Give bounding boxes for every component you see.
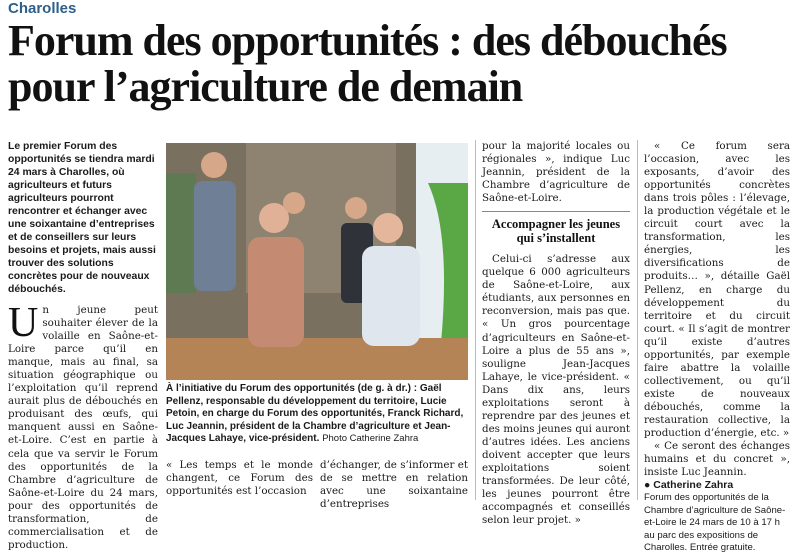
column-5 — [644, 140, 790, 555]
column-3-text — [320, 459, 468, 511]
body-paragraph-5: Celui-ci s’adresse aux quelque 6 000 agriculteurs de Saône-et-Loire, aux étudiants, aux personnes en reconversion, mais pas que. « Un gros pourcentage d’agriculteurs en Saône-et-Loire a plus de 55 ans », souligne Jean-Jacques Lahaye, le vice-président. « Dans dix ans, leurs exploitations seront à reprendre par des jeunes et des moins jeunes qui auront d’autres idées. Les anciens doivent accepter que leurs exploitations soient transformées. De leur côté, les jeunes pourront être accompagnés et conseillés selon leur projet. » — [482, 253, 630, 527]
column-4 — [482, 140, 630, 527]
caption-text: À l’initiative du Forum des opportunités (de g. à dr.) : Gaël Pellenz, responsable du développement du territoire, Lucie Petoin, en charge du Forum des opportunités, Franck Richard, Luc Jeannin, président de la Chambre d’agriculture et Jean-Jacques Lahaye, vice-président. — [166, 383, 464, 445]
chapo: Le premier Forum des opportunités se tiendra mardi 24 mars à Charolles, où agriculteurs et futurs agriculteurs pourront rencontrer et échanger avec une soixantaine d’entreprises et de conseillers sur leurs besoins et projets, mais aussi trouver des solutions concrètes pour de nouveaux débouchés. — [8, 141, 156, 295]
subheading: Accompagner les jeunes qui s’installent — [482, 211, 630, 245]
photo-caption — [166, 383, 468, 446]
dropcap: U — [8, 300, 39, 346]
photo — [166, 143, 468, 380]
author-byline: ● Catherine Zahra — [644, 479, 734, 492]
section-kicker: Charolles — [8, 0, 77, 17]
column-divider — [475, 140, 476, 500]
body-paragraph-4: pour la majorité locales ou régionales », indique Luc Jeannin, président de la Chambre d’agriculture de Saône-et-Loire. — [482, 140, 630, 205]
body-paragraph-7: « Ce seront des échanges humains et du concret », insiste Luc Jeannin. — [644, 440, 790, 479]
body-paragraph-3: d’échanger, de s’informer et de se mettre en relation avec une soixantaine d’entreprises — [320, 459, 468, 511]
body-paragraph-2: « Les temps et le monde changent, ce Forum des opportunités est l’occasion — [166, 459, 313, 498]
info-box: Forum des opportunités de la Chambre d’agriculture de Saône-et-Loire le 24 mars de 10 à 17 h au parc des expositions de Charolles. Entrée gratuite. — [644, 492, 786, 554]
column-2-text — [166, 459, 313, 498]
photo-credit: Photo Catherine Zahra — [322, 433, 419, 445]
body-paragraph-6: « Ce forum sera l’occasion, avec les exposants, d’avoir des opportunités concrètes dans trois pôles : l’élevage, la production végétale et le circuit court avec la transformation, les énergies, les diversifications de produits… », détaille Gaël Pellenz, en charge du développement du territoire et du circuit court. « Il s’agit de montrer qu’il existe d’autres opportunités, par exemple faire abattre la volaille collectivement, ou qu’il existe de nouveaux débouchés, comme la restauration collective, la production d’énergie, etc. » — [644, 140, 790, 440]
headline: Forum des opportunités : des débouchés pour l’agriculture de demain — [8, 16, 727, 111]
body-paragraph-1: Un jeune peut souhaiter élever de la volaille en Saône-et-Loire parce qu’il en manque, mais au final, sa situation géographique ou l’exploitation qu’il reprend aurait plus de débouchés en produisant des œufs, qui manquent aussi en Saône-et-Loire. C’est en partie à cela que va servir le Forum des opportunités de la Chambre d’agriculture de Saône-et-Loire du 24 mars, pour des opportunités de transformation, de commercialisation et de production. — [8, 300, 158, 551]
group-photo-illustration — [166, 143, 468, 380]
column-divider-2 — [637, 140, 638, 500]
column-1 — [8, 140, 158, 552]
